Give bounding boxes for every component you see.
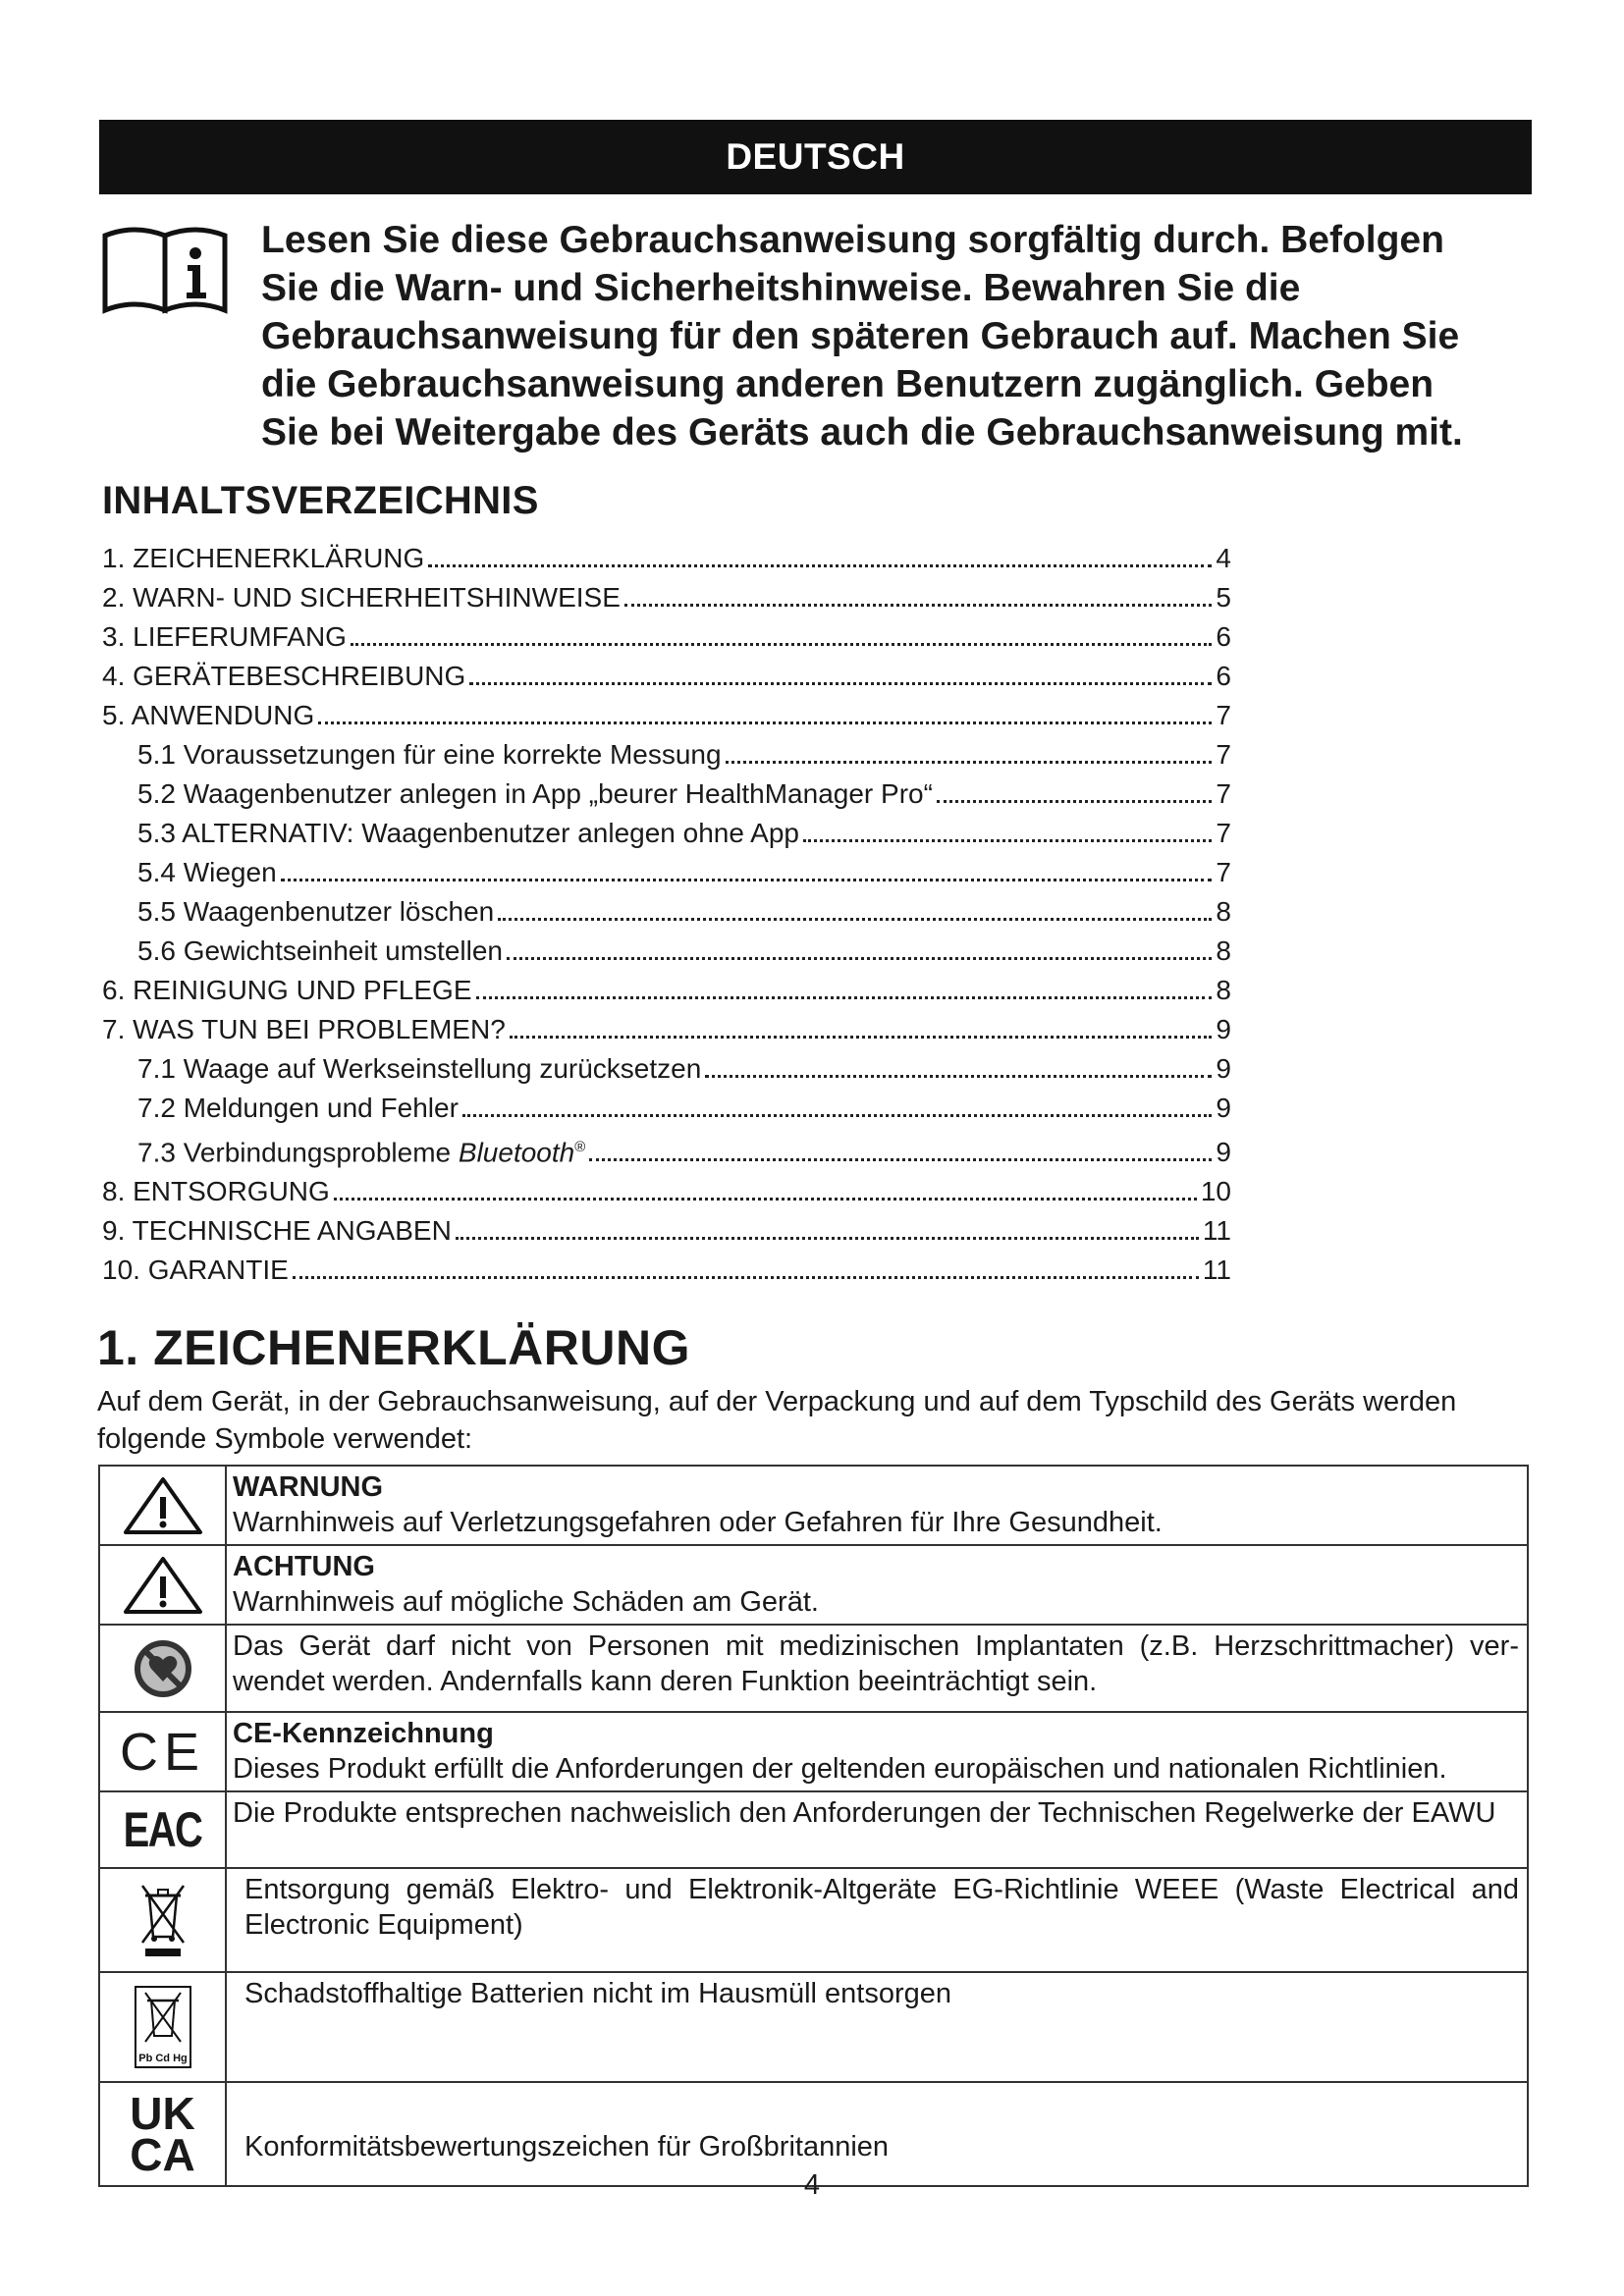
toc-leader [937,800,1213,803]
info-manual-icon [101,226,229,316]
toc-subentry[interactable] [102,735,1231,774]
toc-entry-label: 5.4 Wiegen [137,857,277,887]
symbol-description [226,1545,1528,1625]
warning-triangle-icon [122,1475,204,1536]
symbol-row [99,1868,1528,1972]
toc-subentry[interactable] [102,774,1231,814]
toc-leader [510,1036,1213,1039]
toc-subentry[interactable] [102,1128,1231,1172]
toc-leader [507,957,1212,960]
registered-mark: ® [574,1139,586,1155]
toc-leader [705,1075,1212,1078]
toc-entry-label: 2. WARN- UND SICHERHEITSHINWEISE [102,582,621,613]
symbol-icon-cell [99,1868,226,1972]
symbol-table [98,1465,1529,2187]
toc-entry-label [137,1128,585,1172]
symbol-icon-cell [99,1712,226,1791]
toc-entry-label: 6. REINIGUNG UND PFLEGE [102,975,472,1005]
toc-entry[interactable] [102,539,1231,578]
toc-entry-label: 7. WAS TUN BEI PROBLEMEN? [102,1014,506,1044]
toc-entry-page: 7 [1216,778,1231,809]
toc-leader [726,761,1213,764]
symbol-text: Dieses Produkt erfüllt die Anforderungen der geltenden europäischen und nationalen Richtlinien. [233,1753,1447,1785]
symbol-row [99,1625,1528,1712]
toc-entry-label: 7.2 Meldungen und Fehler [137,1093,459,1123]
page-number: 4 [803,2169,821,2201]
intro-line: Lesen Sie diese Gebrauchsanweisung sorgfältig durch. Befolgen [261,219,1444,261]
toc-entry-page: 6 [1216,621,1231,652]
symbol-description [226,1712,1528,1791]
symbol-icon-cell [99,1545,226,1625]
intro-line: die Gebrauchsanweisung anderen Benutzern zugänglich. Geben [261,363,1435,405]
toc-entry-page: 8 [1216,935,1231,966]
ce-mark-icon: CE [119,1722,205,1782]
ukca-mark-bottom: CA [130,2129,195,2180]
weee-crossed-bin-icon [138,1880,188,1960]
toc-subentry[interactable] [102,892,1231,932]
toc-entry[interactable] [102,657,1231,696]
symbol-description: Das Gerät darf nicht von Personen mit medizinischen Implantaten (z.B. Herzschrittmacher) ver-wendet werden. Andernfalls kann deren Funktion beeinträchtigt sein. [226,1625,1528,1712]
toc-leader [476,996,1213,999]
intro-notice [261,216,1528,456]
eac-mark-icon: EAC [123,1802,202,1857]
toc-leader [318,721,1212,724]
symbol-description: Schadstoffhaltige Batterien nicht im Hausmüll entsorgen [226,1972,1528,2082]
toc-entry[interactable] [102,696,1231,735]
battery-heavy-metals-label: Pb Cd Hg [137,2053,188,2064]
section-title: 1. ZEICHENERKLÄRUNG [97,1320,690,1375]
toc-entry-page: 4 [1216,543,1231,573]
toc-entry-page: 9 [1216,1093,1231,1123]
symbol-icon-cell [99,1972,226,2082]
toc-entry[interactable] [102,617,1231,657]
toc-leader [498,918,1212,921]
toc-entry-page: 7 [1216,818,1231,848]
symbol-description: Die Produkte entsprechen nachweislich den Anforderungen der Technischen Regelwerke der EAWU [226,1791,1528,1868]
toc-entry-page: 6 [1216,661,1231,691]
caution-triangle-icon [122,1555,204,1616]
toc-entry-label: 5.3 ALTERNATIV: Waagenbenutzer anlegen ohne App [137,818,799,848]
toc-subentry[interactable] [102,932,1231,971]
toc-entry-page: 9 [1216,1137,1231,1168]
intro-line: Sie die Warn- und Sicherheitshinweise. Bewahren Sie die [261,267,1301,309]
symbol-description: Entsorgung gemäß Elektro- und Elektronik-Altgeräte EG-Richtlinie WEEE (Waste Electrical and Electronic Equipment) [226,1868,1528,1972]
toc-entry-page: 10 [1200,1176,1231,1207]
toc-entry-label: 4. GERÄTEBESCHREIBUNG [102,661,466,691]
toc-entry-label: 10. GARANTIE [102,1255,289,1286]
toc-leader [428,564,1212,567]
no-pacemaker-icon [133,1638,193,1699]
toc-leader [281,879,1213,881]
toc-title: INHALTSVERZEICHNIS [102,479,539,522]
toc-entry-page: 11 [1202,1255,1231,1286]
symbol-title: ACHTUNG [233,1551,375,1582]
battery-disposal-icon [134,1985,192,2069]
symbol-icon-cell [99,1791,226,1868]
symbol-title: CE-Kennzeichnung [233,1718,494,1749]
language-header: DEUTSCH [99,120,1532,194]
toc-entry-page: 9 [1216,1014,1231,1044]
toc-entry-label: 1. ZEICHENERKLÄRUNG [102,543,425,573]
symbol-text: Konformitätsbewertungszeichen für Großbritannien [244,2131,890,2163]
symbol-row [99,1545,1528,1625]
toc-entry-page: 11 [1202,1215,1231,1247]
toc-entry-label: 5.1 Voraussetzungen für eine korrekte Messung [137,739,722,770]
toc-entry-label-text: 7.3 Verbindungsprobleme [137,1137,452,1168]
toc-subentry[interactable] [102,853,1231,892]
toc-leader [351,643,1212,646]
symbol-row [99,1712,1528,1791]
toc-entry-label: 7.1 Waage auf Werkseinstellung zurücksetzen [137,1053,702,1084]
toc-entry-page: 8 [1216,975,1231,1005]
toc-entry-label: 9. TECHNISCHE ANGABEN [102,1215,452,1247]
toc-leader [456,1237,1199,1240]
toc-leader [334,1198,1197,1201]
toc-entry[interactable] [102,1172,1231,1211]
section-intro: Auf dem Gerät, in der Gebrauchsanweisung, auf der Verpackung und auf dem Typschild des Geräts werden folgende Symbole verwendet: [97,1386,1457,1455]
symbol-text: Warnhinweis auf Verletzungsgefahren oder Gefahren für Ihre Gesundheit. [233,1507,1163,1538]
toc-subentry[interactable] [102,1049,1231,1089]
toc-entry-page: 7 [1216,857,1231,887]
toc-subentry[interactable] [102,1089,1231,1128]
toc-entry-page: 8 [1216,896,1231,927]
toc-leader [624,604,1213,607]
ukca-mark-top: UK [130,2088,195,2139]
toc-entry-page: 9 [1216,1053,1231,1084]
toc-entry[interactable] [102,578,1231,617]
toc-entry-label: 5.2 Waagenbenutzer anlegen in App „beurer HealthManager Pro“ [137,778,933,809]
symbol-text: Warnhinweis auf mögliche Schäden am Gerät. [233,1586,819,1618]
intro-line: Sie bei Weitergabe des Geräts auch die Gebrauchsanweisung mit. [261,411,1463,454]
symbol-row [99,1466,1528,1545]
toc-entry-label: 5.5 Waagenbenutzer löschen [137,896,495,927]
toc-leader [462,1114,1213,1117]
symbol-description [226,1466,1528,1545]
toc-entry[interactable] [102,971,1231,1010]
symbol-row [99,1972,1528,2082]
toc-entry-page: 7 [1216,700,1231,730]
toc-entry-page: 7 [1216,739,1231,770]
ukca-mark-icon [100,2088,225,2180]
symbol-icon-cell [99,1466,226,1545]
toc-subentry[interactable] [102,814,1231,853]
toc-entry[interactable] [102,1251,1231,1290]
toc-entry[interactable] [102,1010,1231,1049]
toc-leader [589,1158,1212,1161]
symbol-title: WARNUNG [233,1471,384,1503]
table-of-contents [102,539,1231,1290]
toc-entry-label: 3. LIEFERUMFANG [102,621,347,652]
toc-entry[interactable] [102,1211,1231,1251]
toc-entry-label: 8. ENTSORGUNG [102,1176,330,1207]
symbol-icon-cell [99,1625,226,1712]
symbol-row [99,1791,1528,1868]
toc-entry-page: 5 [1216,582,1231,613]
toc-entry-label: 5. ANWENDUNG [102,700,315,730]
toc-leader [469,682,1212,685]
toc-entry-label-italic: Bluetooth [458,1137,575,1168]
toc-entry-label: 5.6 Gewichtseinheit umstellen [137,935,503,966]
toc-leader [293,1276,1199,1279]
toc-leader [803,839,1212,842]
intro-line: Gebrauchsanweisung für den späteren Gebrauch auf. Machen Sie [261,315,1460,357]
